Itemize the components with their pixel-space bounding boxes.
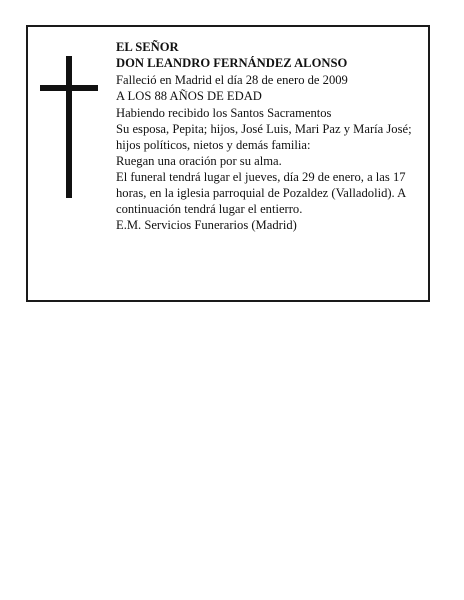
funeral-info: El funeral tendrá lugar el jueves, día 29 de enero, a las 17 horas, en la iglesia parroquial de Pozaldez (Valladolid). A continuación tendrá lugar el entierro.	[116, 170, 406, 216]
funeral-service: E.M. Servicios Funerarios (Madrid)	[116, 217, 297, 232]
age-info: A LOS 88 AÑOS DE EDAD	[116, 89, 262, 104]
cross-horizontal-bar	[40, 85, 98, 91]
deceased-name: DON LEANDRO FERNÁNDEZ ALONSO	[116, 56, 348, 71]
obituary-text	[116, 40, 416, 234]
prayer-request: Ruegan una oración por su alma.	[116, 153, 282, 168]
obituary-notice	[26, 25, 430, 302]
title-line-1: EL SEÑOR	[116, 40, 179, 54]
sacraments-line: Habiendo recibido los Santos Sacramentos	[116, 105, 332, 120]
family-line: Su esposa, Pepita; hijos, José Luis, Mari Paz y María José; hijos políticos, nietos y demás familia:	[116, 121, 412, 152]
cross-icon	[40, 56, 98, 198]
cross-vertical-bar	[66, 56, 72, 198]
death-info: Falleció en Madrid el día 28 de enero de 2009	[116, 72, 348, 87]
